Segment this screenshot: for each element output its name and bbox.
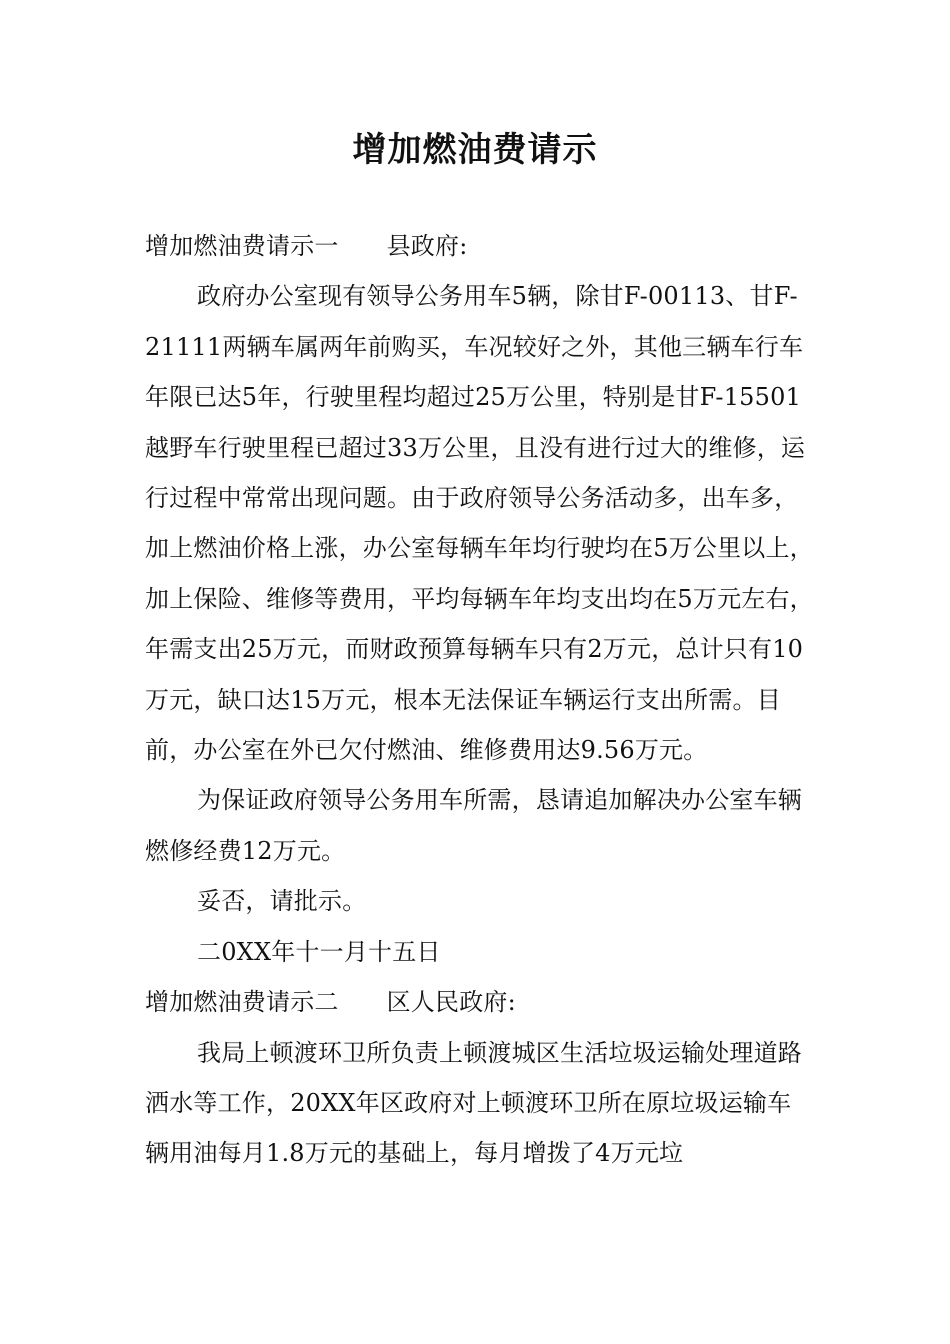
document-body <box>145 221 815 1179</box>
section-2-heading <box>145 977 815 1027</box>
document-title: 增加燃油费请示 <box>352 130 598 170</box>
section-1-addressee: 县政府: <box>386 232 468 260</box>
section-1-paragraph-2: 为保证政府领导公务用车所需，恳请追加解决办公室车辆燃修经费12万元。 <box>145 786 802 865</box>
section-1-heading <box>145 221 815 271</box>
section-2-paragraph-1: 我局上顿渡环卫所负责上顿渡城区生活垃圾运输处理道路洒水等工作，20XX年区政府对上顿渡环卫所在原垃圾运输车辆用油每月1.8万元的基础上，每月增拨了4万元垃 <box>145 1038 802 1168</box>
section-1-paragraph-1: 政府办公室现有领导公务用车5辆，除甘F-00113、甘F-21111两辆车属两年前购买，车况较好之外，其他三辆车行车年限已达5年，行驶里程均超过25万公里，特别是甘F-15501越野车行驶里程已超过33万公里，且没有进行过大的维修，运行过程中常常出现问题。由于政府领导公务活动多，出车多，加上燃油价格上涨，办公室每辆车年均行驶均在5万公里以上，加上保险、维修等费用，平均每辆车年均支出均在5万元左右，年需支出25万元，而财政预算每辆车只有2万元，总计只有10万元，缺口达15万元，根本无法保证车辆运行支出所需。目前，办公室在外已欠付燃油、维修费用达9.56万元。 <box>145 282 814 765</box>
section-2-label: 增加燃油费请示二 <box>145 988 339 1017</box>
section-2-addressee: 区人民政府: <box>386 988 516 1017</box>
section-1-date: 二0XX年十一月十五日 <box>197 937 441 966</box>
section-1-label: 增加燃油费请示一 <box>145 232 339 260</box>
section-1-closing: 妥否，请批示。 <box>197 887 367 916</box>
